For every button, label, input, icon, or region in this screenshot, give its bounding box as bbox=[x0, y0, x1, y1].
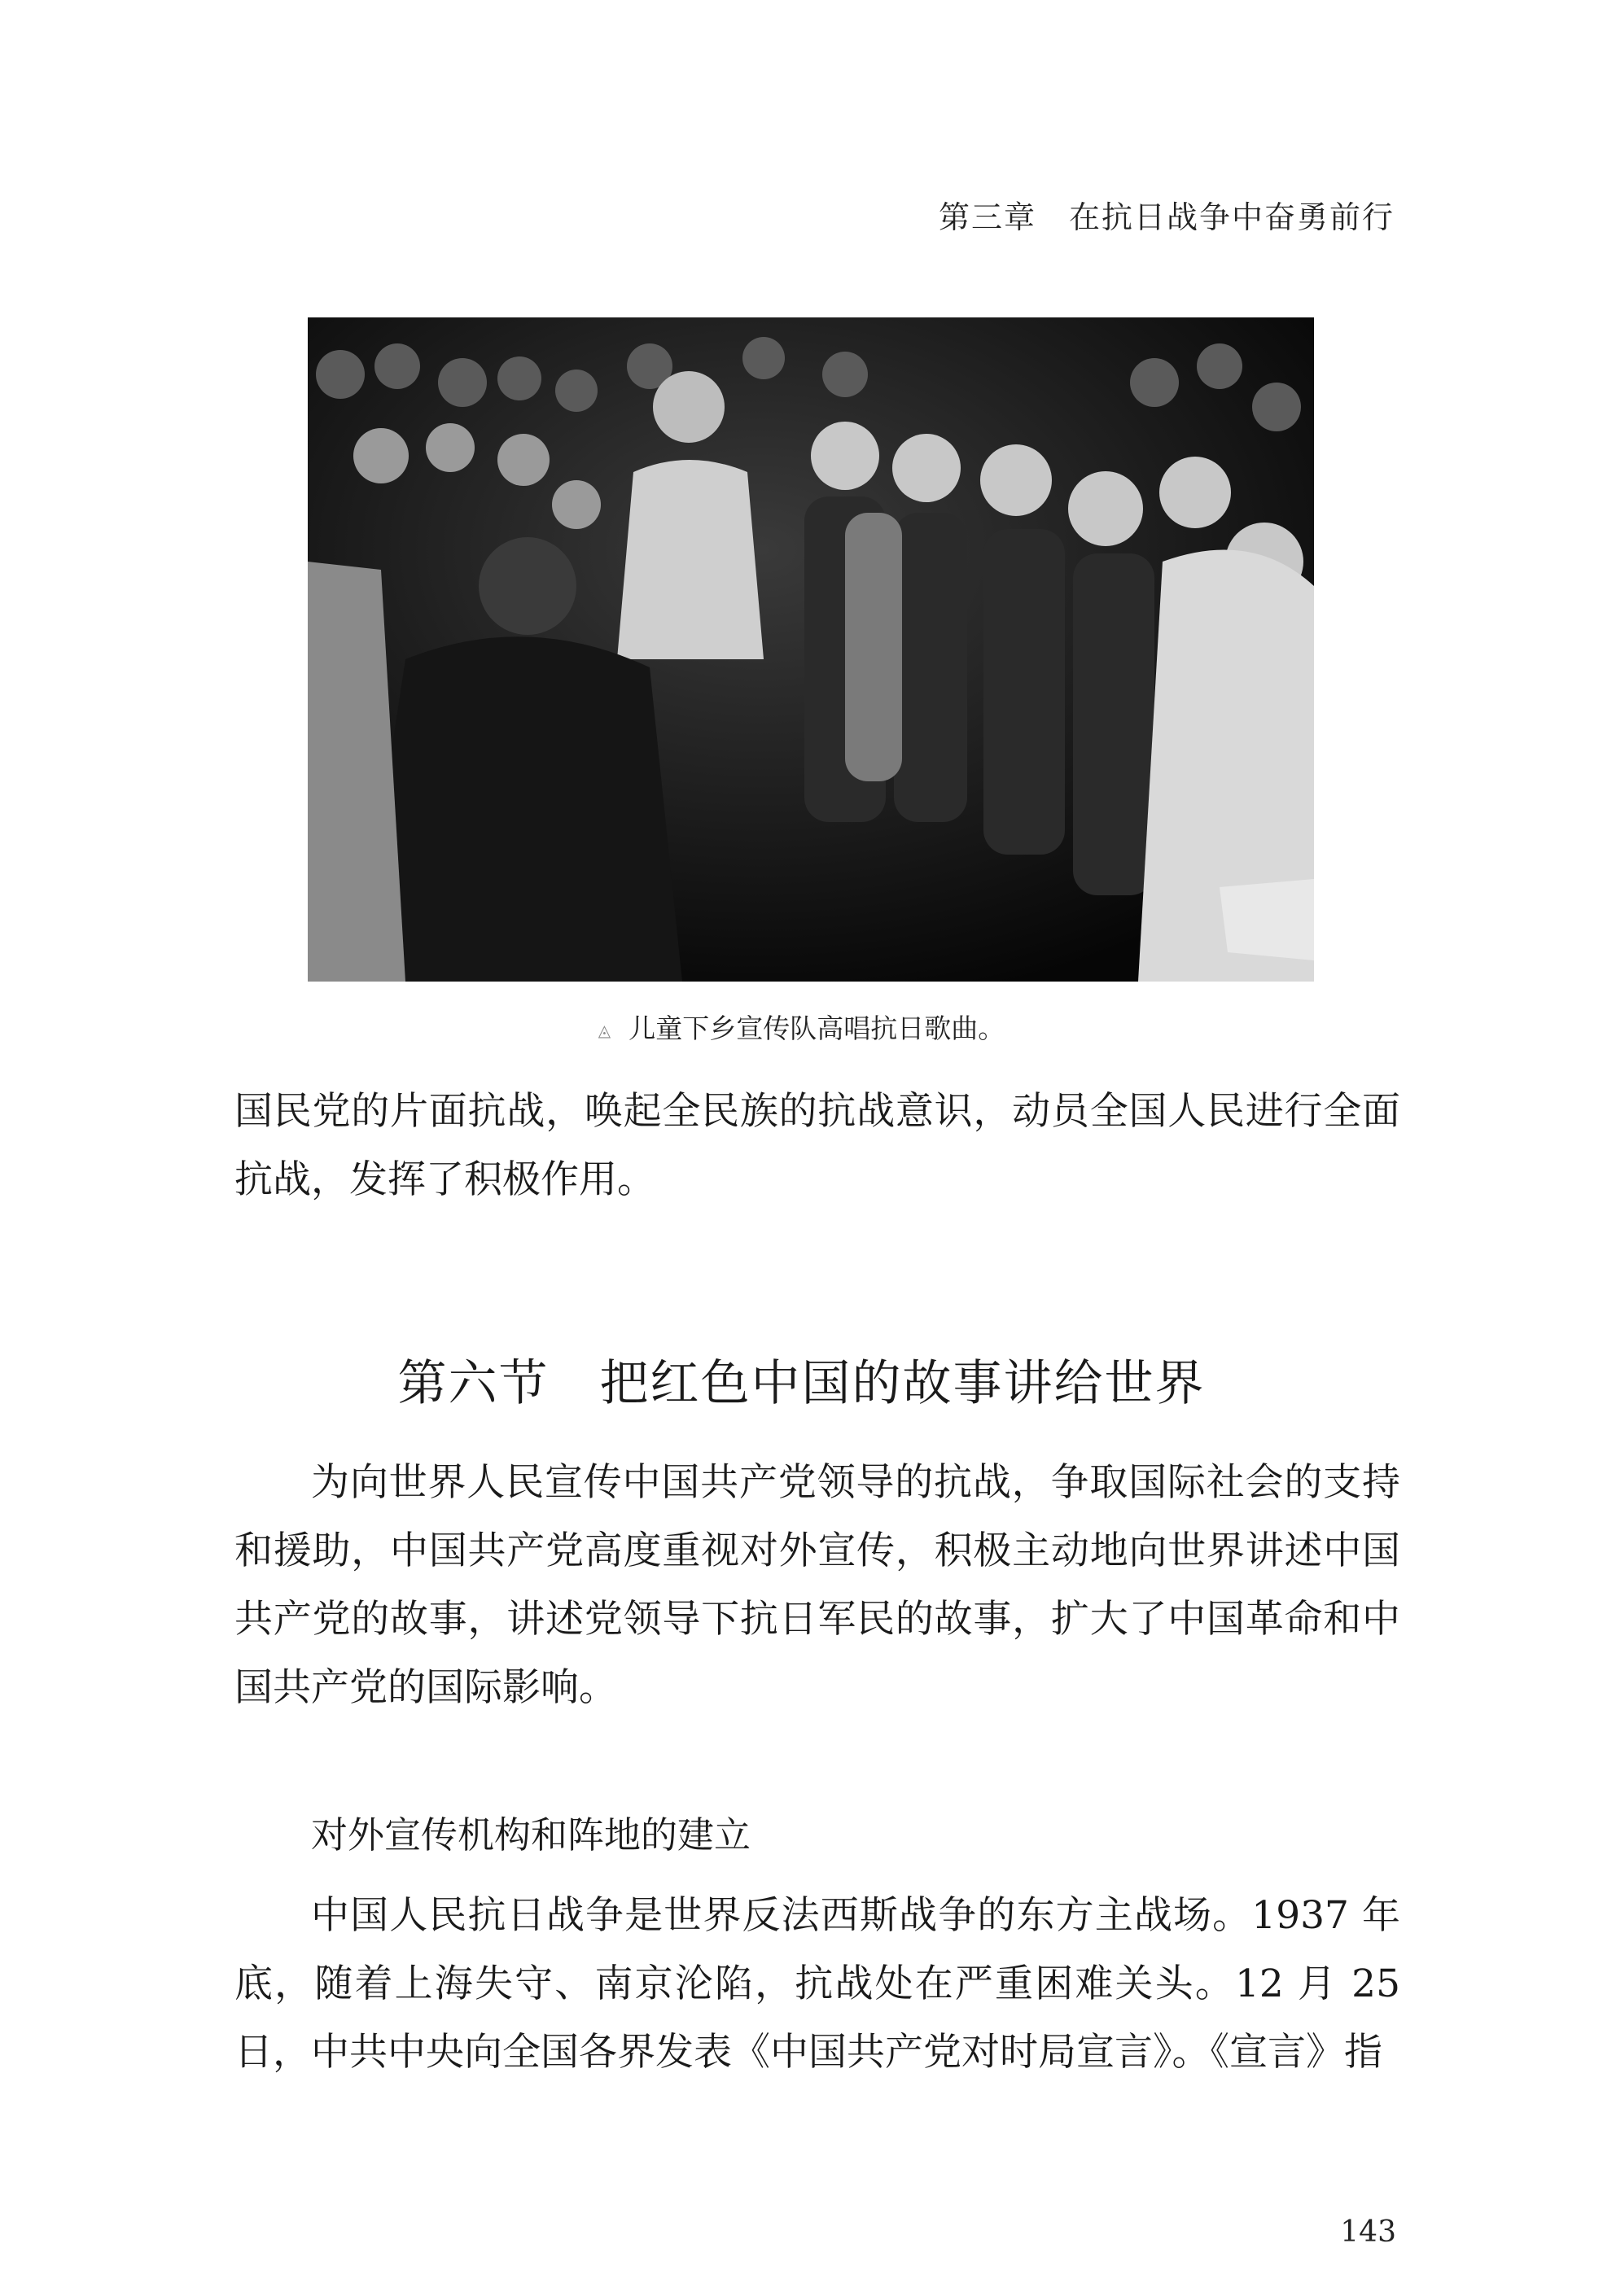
body-paragraph-text: 中国人民抗日战争是世界反法西斯战争的东方主战场。1937 年底，随着上海失守、南京沦陷，抗战处在严重困难关头。12 月 25 日，中共中央向全国各界发表《中国共产党对时局宣言》。《宣言》指 bbox=[234, 1893, 1400, 2075]
sub-heading: 对外宣传机构和阵地的建立 bbox=[311, 1813, 751, 1856]
caption-text: 儿童下乡宣传队高唱抗日歌曲。 bbox=[628, 1012, 1005, 1044]
page-number: 143 bbox=[1340, 2215, 1396, 2249]
figure-caption bbox=[0, 1008, 1603, 1046]
caption-marker: ◬ bbox=[598, 1020, 611, 1040]
photo-illustration bbox=[308, 317, 1314, 982]
intro-paragraph bbox=[234, 1449, 1400, 1722]
continuation-paragraph bbox=[234, 1078, 1400, 1214]
running-header: 第三章 在抗日战争中奋勇前行 bbox=[938, 199, 1395, 235]
intro-text: 为向世界人民宣传中国共产党领导的抗战，争取国际社会的支持和援助，中国共产党高度重视对外宣传，积极主动地向世界讲述中国共产党的故事，讲述党领导下抗日军民的故事，扩大了中国革命和中国共产党的国际影响。 bbox=[234, 1460, 1400, 1710]
continuation-text: 国民党的片面抗战，唤起全民族的抗战意识，动员全国人民进行全面抗战，发挥了积极作用。 bbox=[234, 1089, 1400, 1202]
section-title: 第六节 把红色中国的故事讲给世界 bbox=[397, 1355, 1206, 1412]
historical-photo bbox=[308, 317, 1314, 982]
body-paragraph bbox=[234, 1882, 1400, 2087]
